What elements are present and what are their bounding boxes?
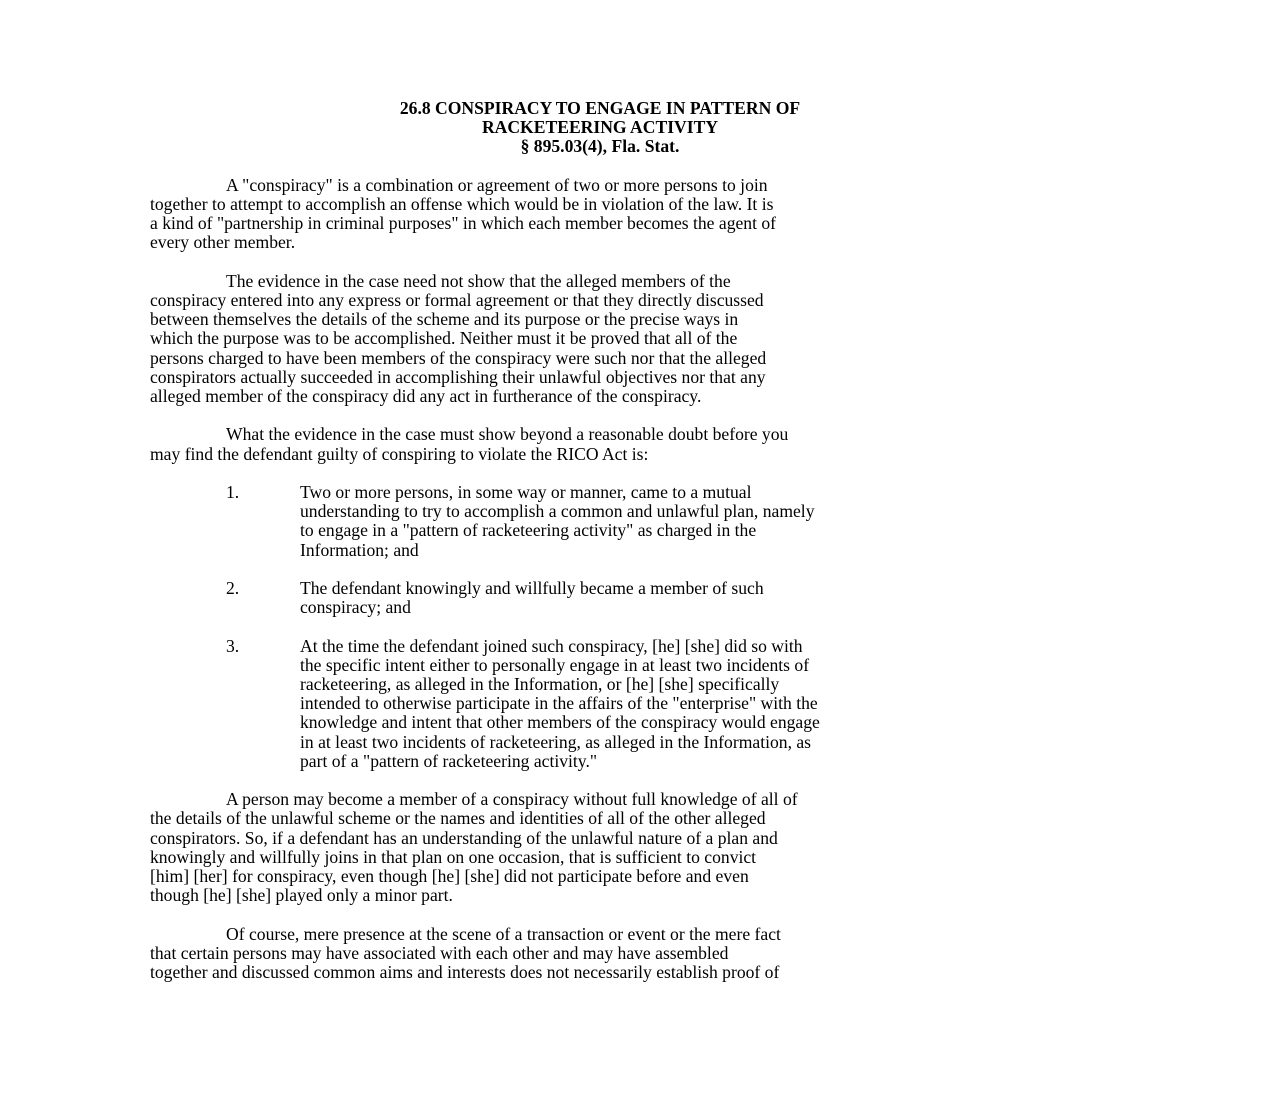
paragraph-line: conspirators actually succeeded in accomplishing their unlawful objectives nor that any	[150, 366, 766, 387]
paragraph-line: conspirators. So, if a defendant has an understanding of the unlawful nature of a plan and	[150, 827, 778, 848]
document-title	[150, 99, 1050, 157]
element-item	[150, 579, 1050, 617]
paragraph-line: though [he] [she] played only a minor part.	[150, 885, 453, 906]
paragraph-line: every other member.	[150, 232, 296, 253]
element-line: At the time the defendant joined such conspiracy, [he] [she] did so with	[300, 635, 803, 656]
paragraph-line: knowingly and willfully joins in that plan on one occasion, that is sufficient to convict	[150, 846, 757, 867]
title-line: RACKETEERING ACTIVITY	[481, 117, 719, 138]
element-number: 2.	[226, 578, 240, 598]
elements-list	[150, 483, 1050, 771]
paragraph-line: a kind of "partnership in criminal purposes" in which each member becomes the agent of	[150, 213, 777, 234]
paragraph-line: A "conspiracy" is a combination or agreement of two or more persons to join	[226, 174, 768, 195]
element-line: racketeering, as alleged in the Information, or [he] [she] specifically	[300, 674, 780, 694]
paragraph-line: which the purpose was to be accomplished. Neither must it be proved that all of the	[150, 328, 738, 349]
element-item	[150, 483, 1050, 560]
paragraph-line: persons charged to have been members of the conspiracy were such nor that the alleged	[150, 347, 767, 368]
element-line: to engage in a "pattern of racketeering activity" as charged in the	[300, 520, 757, 541]
title-statute-citation: § 895.03(4), Fla. Stat.	[520, 136, 680, 157]
element-line: the specific intent either to personally engage in at least two incidents of	[300, 654, 810, 675]
element-line: Information; and	[300, 539, 419, 560]
element-number: 1.	[226, 482, 240, 502]
body-paragraph	[150, 790, 1050, 905]
body-paragraph	[150, 925, 1050, 983]
element-line: intended to otherwise participate in the affairs of the "enterprise" with the	[300, 693, 818, 714]
element-line: Two or more persons, in some way or manner, came to a mutual	[300, 482, 752, 502]
body-paragraph	[150, 272, 1050, 406]
paragraph-line: alleged member of the conspiracy did any act in furtherance of the conspiracy.	[150, 386, 702, 407]
paragraph-line: the details of the unlawful scheme or the names and identities of all of the other alleged	[150, 808, 766, 829]
element-line: part of a "pattern of racketeering activity."	[300, 750, 598, 771]
element-line: understanding to try to accomplish a common and unlawful plan, namely	[300, 501, 815, 522]
paragraph-line: may find the defendant guilty of conspiring to violate the RICO Act is:	[150, 443, 649, 464]
element-line: in at least two incidents of racketeering, as alleged in the Information, as	[300, 731, 812, 752]
paragraph-line: [him] [her] for conspiracy, even though [he] [she] did not participate before and even	[150, 866, 749, 887]
paragraph-line: Of course, mere presence at the scene of a transaction or event or the mere fact	[226, 923, 781, 944]
element-number: 3.	[226, 635, 240, 656]
paragraph-line: conspiracy entered into any express or formal agreement or that they directly discussed	[150, 290, 764, 310]
document-page	[150, 99, 1050, 1001]
title-line: 26.8 CONSPIRACY TO ENGAGE IN PATTERN OF	[399, 98, 801, 118]
paragraph-line: The evidence in the case need not show that the alleged members of the	[226, 270, 731, 291]
body-paragraph	[150, 176, 1050, 253]
element-line: knowledge and intent that other members of the conspiracy would engage	[300, 712, 820, 733]
element-line: conspiracy; and	[300, 597, 411, 618]
paragraph-line: A person may become a member of a conspiracy without full knowledge of all of	[226, 789, 798, 810]
paragraph-line: together to attempt to accomplish an offense which would be in violation of the law. It is	[150, 194, 774, 214]
body-paragraphs-after	[150, 790, 1050, 982]
body-paragraphs-before	[150, 176, 1050, 464]
body-paragraph	[150, 425, 1050, 463]
paragraph-line: What the evidence in the case must show beyond a reasonable doubt before you	[226, 424, 789, 445]
paragraph-line: between themselves the details of the scheme and its purpose or the precise ways in	[150, 309, 739, 330]
element-line: The defendant knowingly and willfully became a member of such	[300, 578, 764, 598]
paragraph-line: together and discussed common aims and interests does not necessarily establish proof of	[150, 962, 780, 983]
paragraph-line: that certain persons may have associated with each other and may have assembled	[150, 942, 729, 963]
element-item	[150, 637, 1050, 771]
